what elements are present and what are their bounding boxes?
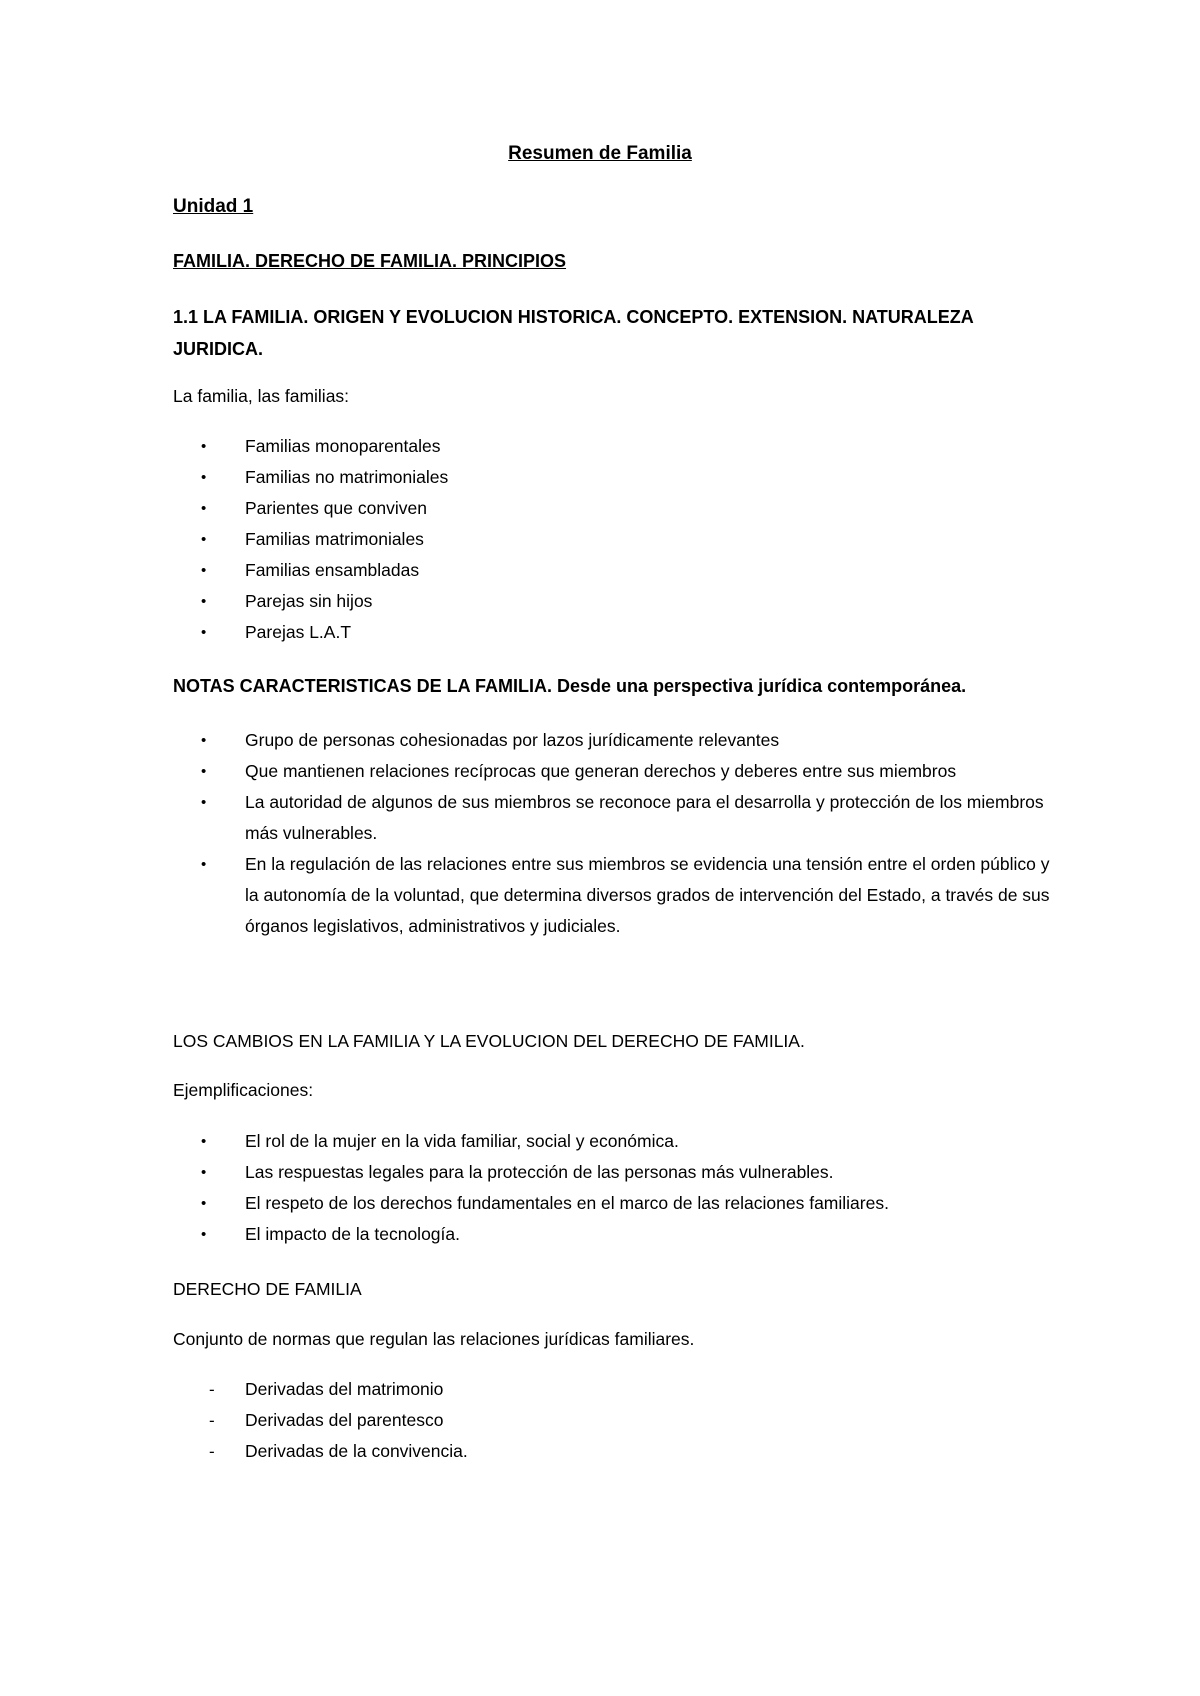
list-item: • Las respuestas legales para la protección de las personas más vulnerables. xyxy=(173,1157,1053,1188)
list-item: • La autoridad de algunos de sus miembros se reconoce para el desarrolla y protección de los miembros más vulnerables. xyxy=(173,787,1053,849)
familias-list xyxy=(173,431,1053,648)
bullet-icon: • xyxy=(201,1226,207,1243)
notas-heading: NOTAS CARACTERISTICAS DE LA FAMILIA. Desde una perspectiva jurídica contemporánea. xyxy=(173,676,967,696)
list-item: • Familias monoparentales xyxy=(173,431,1053,462)
bullet-icon: • xyxy=(201,1164,207,1181)
list-item: • En la regulación de las relaciones entre sus miembros se evidencia una tensión entre el orden público y la autonomía de la voluntad, que determina diversos grados de intervención del Estado, a través de sus órganos legislativos, administrativos y judiciales. xyxy=(173,849,1053,942)
list-item: • Familias ensambladas xyxy=(173,555,1053,586)
list-item: • Grupo de personas cohesionadas por lazos jurídicamente relevantes xyxy=(173,725,1053,756)
bullet-icon: • xyxy=(201,1133,207,1150)
ejemplificaciones-label: Ejemplificaciones: xyxy=(173,1080,314,1100)
dash-icon: - xyxy=(209,1442,215,1461)
list-item: • El respeto de los derechos fundamentales en el marco de las relaciones familiares. xyxy=(173,1188,1053,1219)
bullet-icon: • xyxy=(201,794,207,811)
bullet-icon: • xyxy=(201,469,207,486)
list-item: • Parejas L.A.T xyxy=(173,617,1053,648)
familias-intro: La familia, las familias: xyxy=(173,386,350,406)
bullet-icon: • xyxy=(201,856,207,873)
document-title: Resumen de Familia xyxy=(508,143,692,164)
bullet-icon: • xyxy=(201,763,207,780)
ejemplos-list xyxy=(173,1126,1053,1250)
derecho-definition: Conjunto de normas que regulan las relaciones jurídicas familiares. xyxy=(173,1329,695,1349)
list-item: • Que mantienen relaciones recíprocas que generan derechos y deberes entre sus miembros xyxy=(173,756,1053,787)
subsection-heading: 1.1 LA FAMILIA. ORIGEN Y EVOLUCION HISTORICA. CONCEPTO. EXTENSION. NATURALEZA JURIDICA. xyxy=(173,307,974,359)
dash-icon: - xyxy=(209,1380,215,1399)
list-item: • El impacto de la tecnología. xyxy=(173,1219,1053,1250)
list-item: • Familias no matrimoniales xyxy=(173,462,1053,493)
bullet-icon: • xyxy=(201,624,207,641)
bullet-icon: • xyxy=(201,1195,207,1212)
cambios-heading: LOS CAMBIOS EN LA FAMILIA Y LA EVOLUCION DEL DERECHO DE FAMILIA. xyxy=(173,1031,805,1051)
list-item: • Parientes que conviven xyxy=(173,493,1053,524)
list-item: - Derivadas de la convivencia. xyxy=(173,1436,1053,1467)
list-item: - Derivadas del parentesco xyxy=(173,1405,1053,1436)
section-heading: FAMILIA. DERECHO DE FAMILIA. PRINCIPIOS xyxy=(173,251,567,271)
bullet-icon: • xyxy=(201,732,207,749)
bullet-icon: • xyxy=(201,500,207,517)
derivadas-list xyxy=(173,1374,1053,1467)
bullet-icon: • xyxy=(201,531,207,548)
derecho-heading: DERECHO DE FAMILIA xyxy=(173,1279,362,1299)
list-item: • El rol de la mujer en la vida familiar, social y económica. xyxy=(173,1126,1053,1157)
list-item: - Derivadas del matrimonio xyxy=(173,1374,1053,1405)
notas-list xyxy=(173,725,1053,942)
list-item: • Familias matrimoniales xyxy=(173,524,1053,555)
dash-icon: - xyxy=(209,1411,215,1430)
list-item: • Parejas sin hijos xyxy=(173,586,1053,617)
bullet-icon: • xyxy=(201,562,207,579)
bullet-icon: • xyxy=(201,438,207,455)
unit-heading: Unidad 1 xyxy=(173,196,254,217)
bullet-icon: • xyxy=(201,593,207,610)
